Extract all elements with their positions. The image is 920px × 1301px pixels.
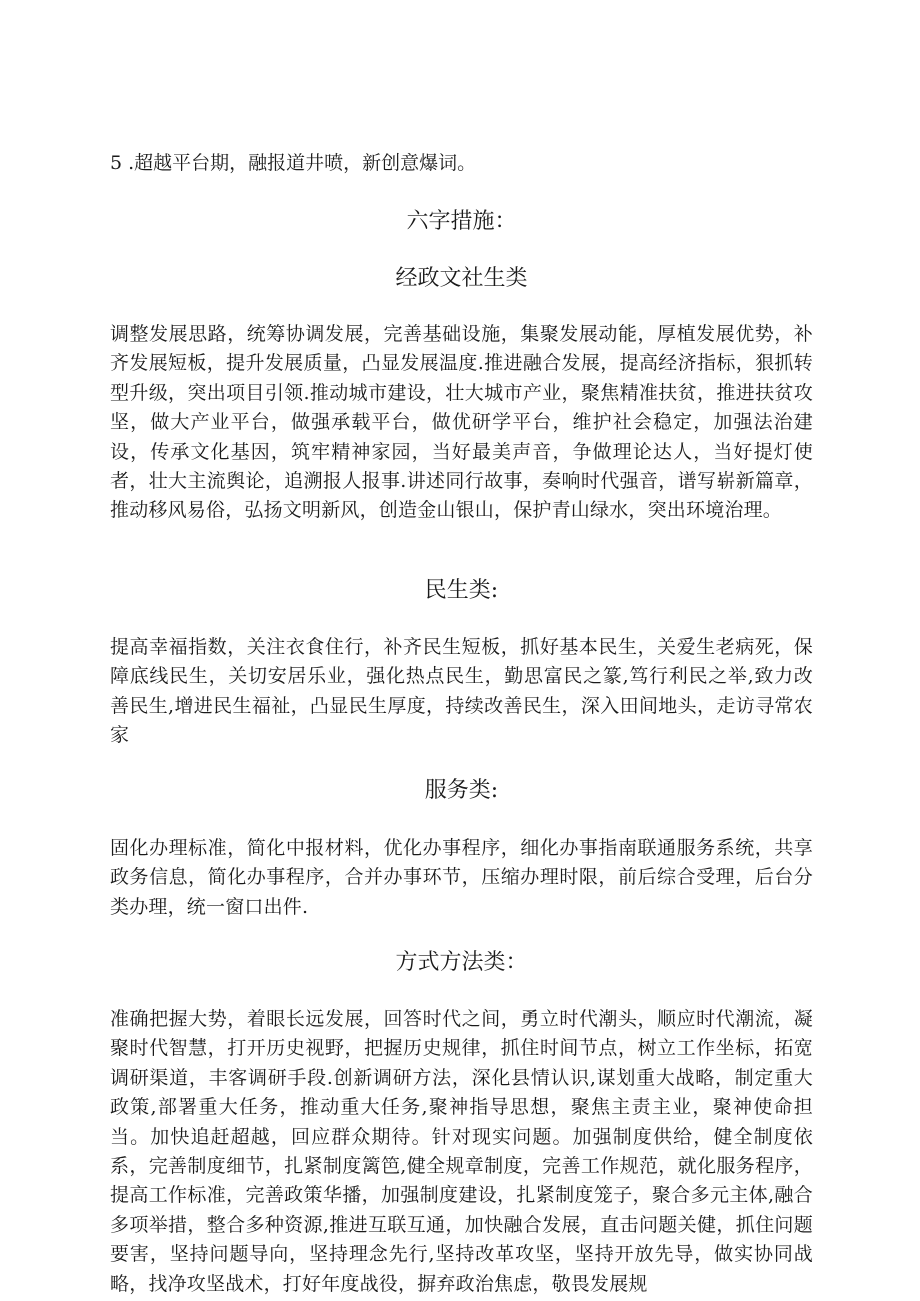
main-heading: 六字措施：: [406, 209, 517, 234]
section-body-service: 固化办理标准，简化中报材料，优化办事程序，细化办事指南联通服务系统，共享政务信息，简化办事程序，合并办事环节，压缩办理时限，前后综合受理，后台分类办理，统一窗口出件.: [110, 837, 813, 918]
section-body-methods: 准确把握大势，着眼长远发展，回答时代之间，勇立时代潮头，顺应时代潮流，凝聚时代智慧，打开历史视野，把握历史规律，抓住时间节点，树立工作坐标，拓宽调研渠道，丰客调研手段.创新调研方法，深化县情认识,谋划重大战略，制定重大政策,部署重大任务，推动重大任务,聚神指导思想，聚焦主责主业，聚神使命担当。加快追赶超越，回应群众期待。针对现实问题。加强制度供给，健全制度依系，完善制度细节，扎紧制度篱笆,健全规章制度，完善工作规范，就化服务程序，提高工作标准，完善政策华播，加强制度建设，扎紧制度笼子，聚合多元主体,融合多项举措，整合多种资源,推进互联互通，加快融合发展，直击问题关健，抓住问题要害，坚持问题导向，坚持理念先行,坚持改革攻坚，坚持开放先导，做实协同战略，找净攻坚战术，打好年度战役，摒弃政治焦虑，敬畏发展规: [110, 1008, 813, 1295]
section-body-economy: 调整发展思路，统筹协调发展，完善基础设施，集聚发展动能，厚植发展优势，补齐发展短板，提升发展质量，凸显发展温度.推进融合发展，提高经济指标，狠抓转型升级，突出项目引领.推动城市建设，壮大城市产业，聚焦精准扶贫，推进扶贫攻坚，做大产业平台，做强承载平台，做优研学平台，维护社会稳定，加强法治建设，传承文化基因，筑牢精神家园，当好最美声音，争做理论达人，当好提灯使者，壮大主流舆论，追溯报人报事.讲述同行故事，奏响时代强音，谱写崭新篇章，推动移风易俗，弘扬文明新风，创造金山银山，保护青山绿水，突出环境治理。: [110, 323, 813, 522]
section-body-livelihood: 提高幸福指数，关注衣食住行，补齐民生短板，抓好基本民生，关爱生老病死，保障底线民生，关切安居乐业，强化热点民生，勤思富民之篆,笃行利民之举,致力改善民生,增进民生福祉，凸显民生厚度，持续改善民生，深入田间地头，走访寻常农家: [110, 636, 813, 747]
section-heading-economy: 经政文社生类: [395, 266, 528, 291]
section-heading-livelihood: 民生类:: [424, 578, 499, 603]
intro-line: 5 .超越平台期，融报道井喷，新创意爆词。: [110, 152, 477, 174]
section-heading-service: 服务类:: [424, 778, 499, 803]
section-heading-methods: 方式方法类：: [395, 950, 528, 975]
